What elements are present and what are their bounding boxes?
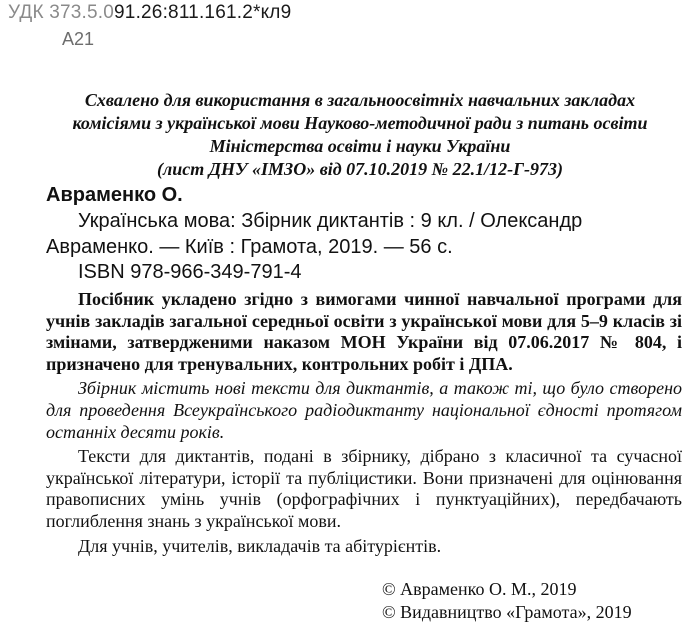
author-mark: А21 — [62, 29, 95, 49]
annotation-paragraph-2: Збірник містить нові тексти для диктантів, а також ті, що було створено для проведення Всеукраїнського радіодиктанту національної єдності протягом останніх десяти років. — [46, 378, 682, 442]
isbn: ISBN 978-966-349-791-4 — [78, 261, 302, 283]
approval-line-1: Схвалено для використання в загальноосвітніх навчальних закладах — [84, 90, 636, 110]
approval-line-4: (лист ДНУ «ІМЗО» від 07.10.2019 № 22.1/12-Г-973) — [156, 159, 564, 179]
udk-code — [8, 2, 291, 24]
approval-line-2: комісіями з української мови Науково-методичної ради з питань освіти — [72, 113, 648, 133]
bibliographic-title-line-2: Авраменко. — Київ : Грамота, 2019. — 56 с. — [46, 236, 453, 258]
annotation-paragraph-1: Посібник укладено згідно з вимогами чинної навчальної програми для учнів закладів загальної середньої освіти з української мови для 5–9 класів зі змінами, затвердженими наказом МОН України від 07.06.2017 № 804, і призначено для тренувальних, контрольних робіт і ДПА. — [46, 289, 682, 374]
approval-line-3: Міністерства освіти і науки України — [209, 136, 511, 156]
author-heading: Авраменко О. — [46, 184, 183, 206]
annotation-paragraph-3: Тексти для диктантів, подані в збірнику, дібрано з класичної та сучасної української літератури, історії та публіцистики. Вони призначені для оцінювання правописних умінь учнів (орфографічних і пунктуаційних), передбачають поглиблення знань з української мови. — [46, 446, 682, 531]
udk-code-rest: 91.26:811.161.2*кл9 — [114, 2, 292, 23]
copyright-author: © Авраменко О. М., 2019 — [382, 579, 577, 599]
annotation-paragraph-4: Для учнів, учителів, викладачів та абітурієнтів. — [78, 535, 442, 556]
bibliographic-record — [46, 208, 682, 260]
copyright-notice — [382, 578, 632, 624]
bibliographic-title-line-1: Українська мова: Збірник диктантів : 9 кл. / Олександр — [78, 210, 583, 232]
ministry-approval — [30, 89, 690, 181]
annotation — [46, 289, 682, 560]
udk-code-prefix: УДК 373.5.0 — [8, 2, 115, 23]
copyright-publisher: © Видавництво «Грамота», 2019 — [382, 602, 632, 622]
